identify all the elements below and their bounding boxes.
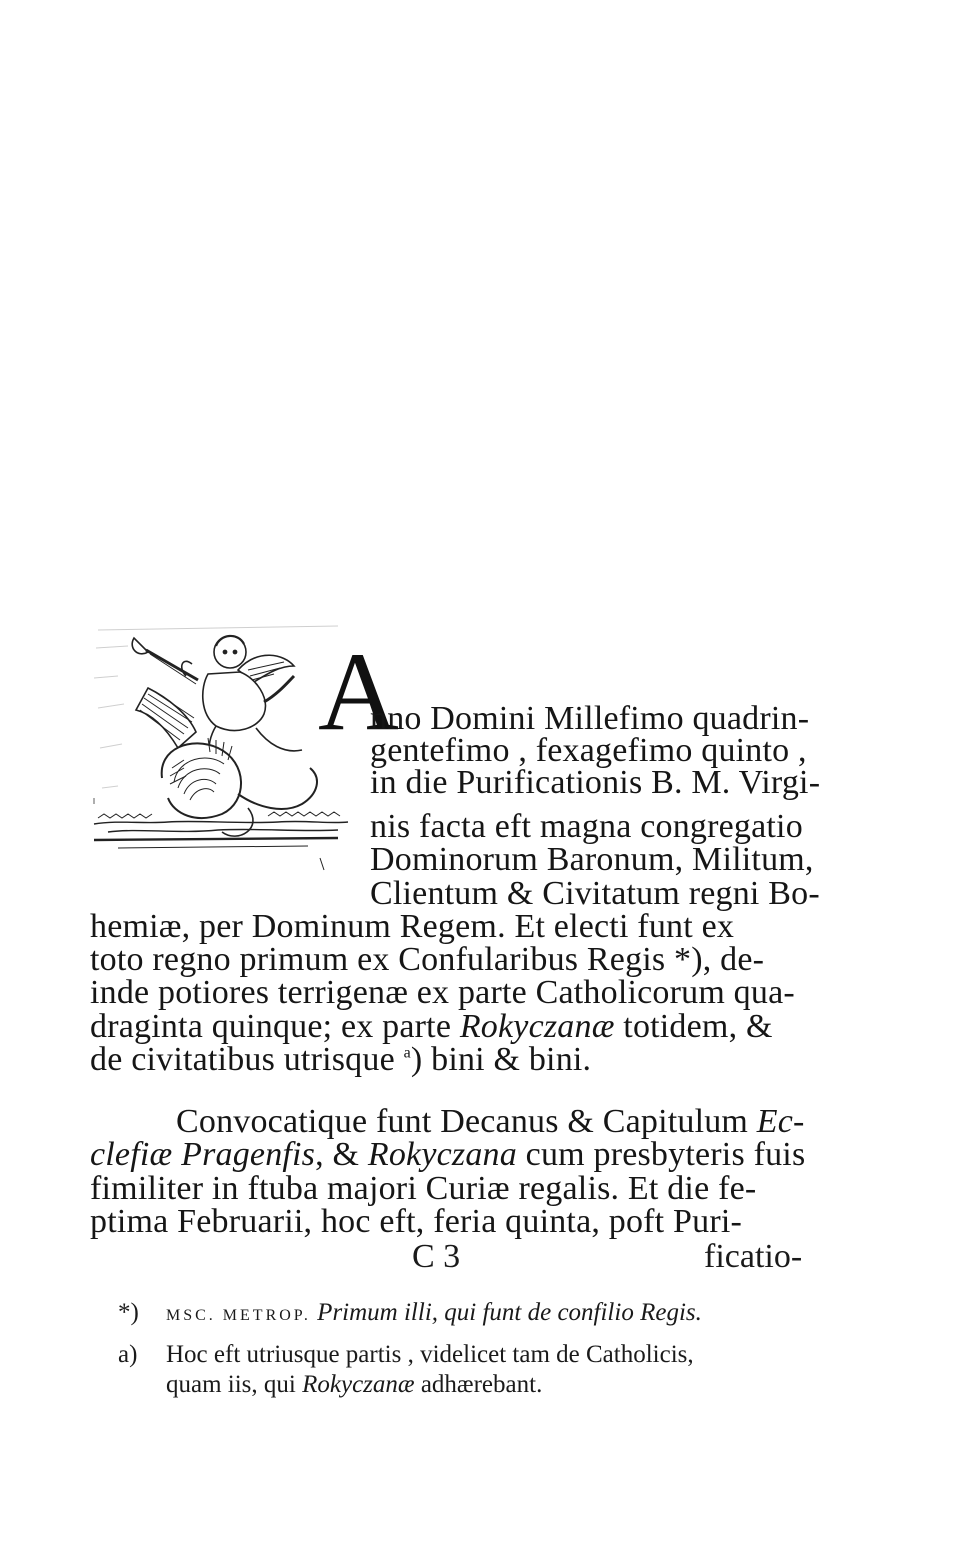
signature-mark: C 3 xyxy=(412,1238,461,1275)
footnote-ref: a xyxy=(403,1044,411,1062)
text-line: ptima Februarii, hoc eft, feria quinta, poft Puri- xyxy=(90,1203,743,1240)
text-line: Dominorum Baronum, Militum, xyxy=(370,841,814,878)
footnote-text: quam iis, qui xyxy=(166,1371,303,1398)
footnote-mark: *) xyxy=(118,1299,139,1326)
text-line xyxy=(176,1105,852,1139)
italic-name: Rokyczanæ xyxy=(302,1371,415,1398)
italic-fragment: Ec- xyxy=(756,1103,805,1140)
italic-name: Rokyczana xyxy=(367,1136,517,1173)
text-line: nis facta eft magna congregatio xyxy=(370,808,803,845)
text-line xyxy=(90,1043,850,1077)
woodcut-cherub-vignette xyxy=(88,618,356,880)
text-line: nno Domini Millefimo quadrin- xyxy=(370,700,810,737)
text-fragment: , & xyxy=(315,1136,368,1173)
text-line: in die Purificationis B. M. Virgi- xyxy=(370,764,821,801)
italic-name: Rokyczanæ xyxy=(459,1008,615,1045)
text-line xyxy=(90,1010,850,1044)
text-line xyxy=(90,1138,850,1172)
italic-fragment: clefiæ Pragenfis xyxy=(90,1136,316,1173)
footnote-mark: a) xyxy=(118,1341,138,1368)
catchword: ficatio- xyxy=(704,1238,803,1275)
text-line: fimiliter in ftuba majori Curiæ regalis. Et die fe- xyxy=(90,1170,757,1207)
text-line: gentefimo , fexagefimo quinto , xyxy=(370,732,807,769)
footnote xyxy=(118,1300,878,1325)
footnote xyxy=(118,1342,878,1367)
text-fragment: draginta quinque; ex parte xyxy=(90,1008,452,1045)
text-line: hemiæ, per Dominum Regem. Et electi funt ex xyxy=(90,908,735,945)
text-fragment: totidem, & xyxy=(623,1008,773,1045)
text-line: toto regno primum ex Confularibus Regis *), de- xyxy=(90,941,765,978)
text-fragment: de civitatibus utrisque xyxy=(90,1041,395,1078)
text-line: Clientum & Civitatum regni Bo- xyxy=(370,875,820,912)
text-fragment: ) bini & bini. xyxy=(410,1041,592,1078)
footnote-text: Hoc eft utriusque partis , videlicet tam de Catholicis, xyxy=(166,1341,694,1368)
text-line: inde potiores terrigenæ ex parte Catholicorum qua- xyxy=(90,974,795,1011)
footnote-continuation xyxy=(166,1372,926,1397)
text-fragment: cum presbyteris fuis xyxy=(516,1136,806,1173)
footnote-text: adhærebant. xyxy=(414,1371,543,1398)
text-fragment: Convocatique funt Decanus & Capitulum xyxy=(176,1103,749,1140)
footnote-text: Primum illi, qui funt de confilio Regis. xyxy=(317,1299,702,1326)
footnote-source: MSC. METROP. xyxy=(166,1307,311,1324)
drop-cap-initial: A xyxy=(318,630,399,754)
